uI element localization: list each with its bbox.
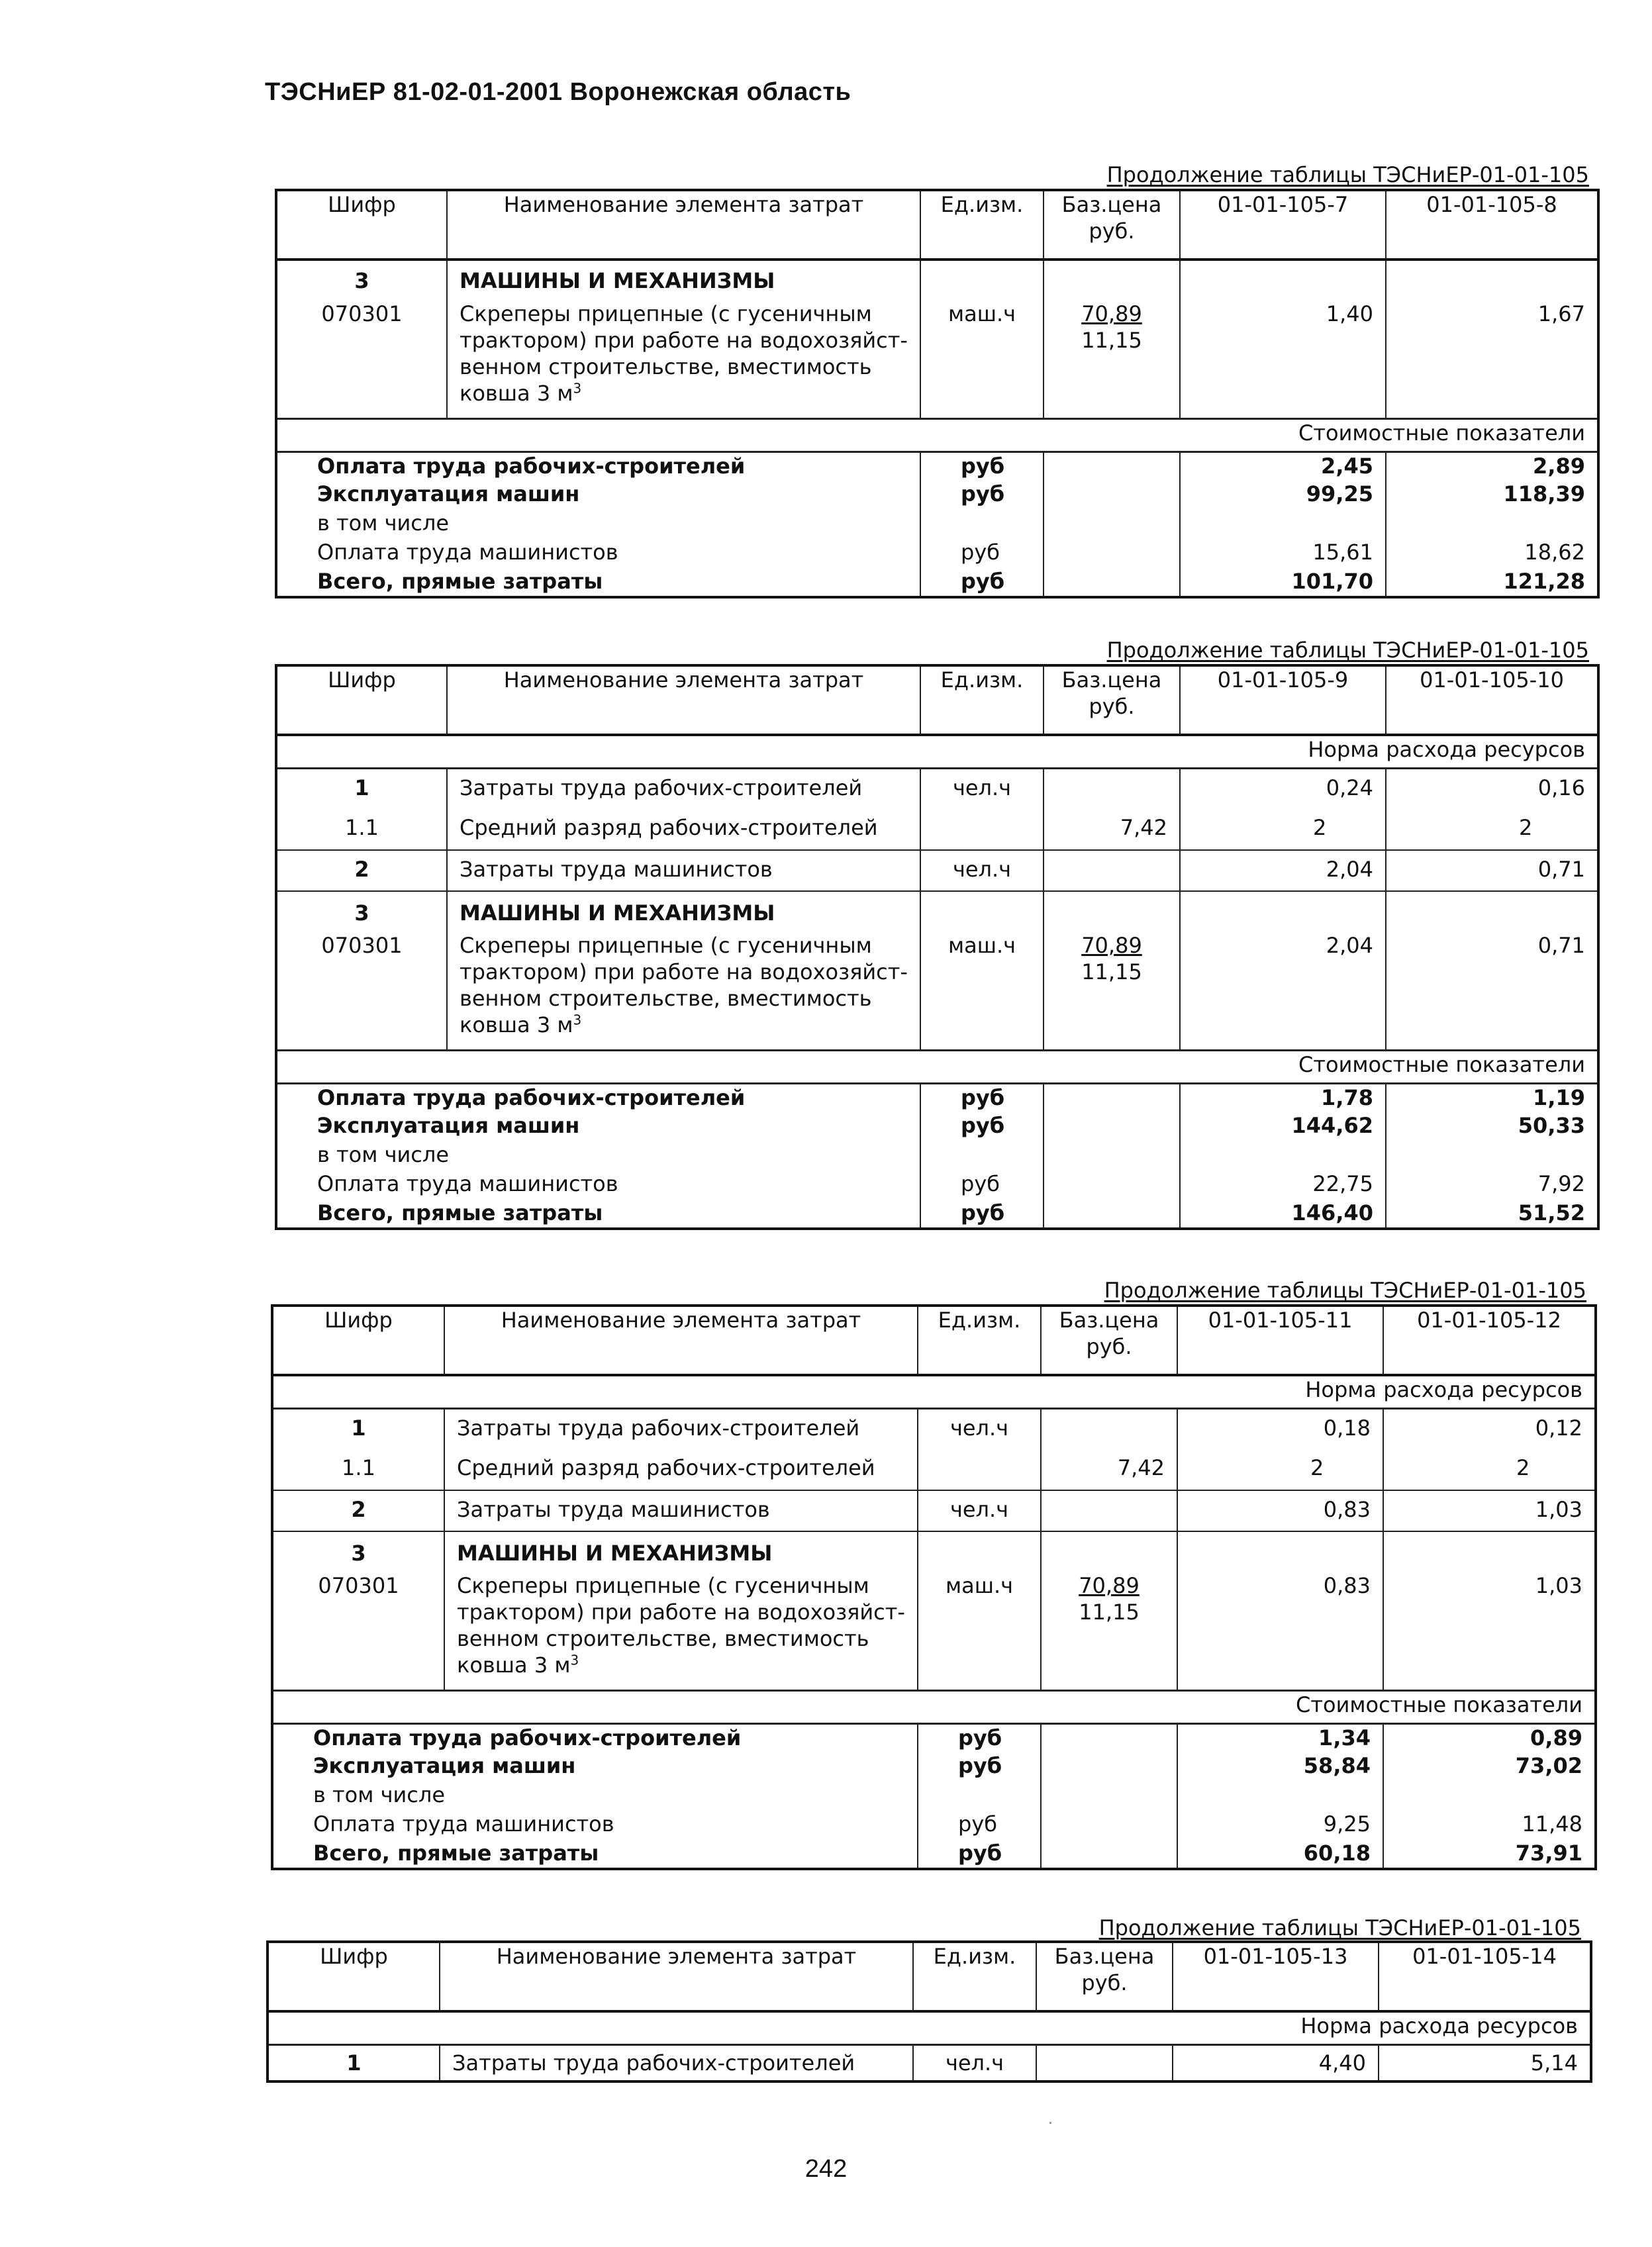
value-a: 4,40 <box>1173 2044 1379 2081</box>
page-number: 242 <box>804 2155 848 2183</box>
table-caption: Продолжение таблицы ТЭСНиЕР-01-01-105 <box>1098 1915 1581 1940</box>
unit: руб <box>920 1083 1044 1112</box>
value-a: 0,24 <box>1180 768 1386 809</box>
value-b: 2,89 <box>1386 452 1598 481</box>
value-b: 118,39 <box>1386 481 1598 510</box>
col-header-code: Шифр <box>276 665 447 735</box>
unit: руб <box>920 452 1044 481</box>
value-b: 1,67 <box>1386 301 1598 418</box>
col-header-a: 01-01-105-13 <box>1173 1942 1379 2011</box>
labor-pay-label: Оплата труда рабочих-строителей <box>317 453 746 479</box>
band-norm: Норма расхода ресурсов <box>267 2011 1591 2044</box>
value-b: 7,92 <box>1386 1171 1598 1200</box>
value-b: 2 <box>1386 809 1598 850</box>
base-price: 7,42 <box>1041 1449 1177 1490</box>
value-a: 101,70 <box>1180 568 1386 597</box>
col-header-a: 01-01-105-7 <box>1180 190 1386 260</box>
unit: маш.ч <box>920 932 1044 1050</box>
unit: чел.ч <box>918 1408 1041 1449</box>
value-a: 1,78 <box>1180 1083 1386 1112</box>
band-norm: Норма расхода ресурсов <box>276 735 1598 768</box>
value-b: 1,03 <box>1383 1490 1596 1531</box>
unit: чел.ч <box>920 768 1044 809</box>
col-header-base-price: Баз.цена руб. <box>1044 665 1180 735</box>
col-header-unit: Ед.изм. <box>913 1942 1036 2011</box>
value-a: 60,18 <box>1177 1840 1383 1869</box>
base-price: 70,89 11,15 <box>1041 1572 1177 1690</box>
section-title: МАШИНЫ И МЕХАНИЗМЫ <box>447 891 920 932</box>
unit: руб <box>920 568 1044 597</box>
section-title: МАШИНЫ И МЕХАНИЗМЫ <box>444 1531 918 1572</box>
resource-name: Скреперы прицепные (с гусеничным трактором) при работе на водохозяйст- венном строительстве, вместимость ковша 3 $м^3$ <box>447 301 920 418</box>
resource-name: Затраты труда машинистов <box>444 1490 918 1531</box>
unit: чел.ч <box>913 2044 1036 2081</box>
value-a: 2,04 <box>1180 850 1386 891</box>
resource-name: Затраты труда рабочих-строителей <box>444 1408 918 1449</box>
incl-label: в том числе <box>317 1142 449 1167</box>
labor-pay-label: Оплата труда рабочих-строителей <box>313 1725 742 1750</box>
value-b: 0,12 <box>1383 1408 1596 1449</box>
value-a: 99,25 <box>1180 481 1386 510</box>
value-b: 0,71 <box>1386 932 1598 1050</box>
machine-op-label: Эксплуатация машин <box>313 1753 576 1778</box>
resource-name: Затраты труда машинистов <box>447 850 920 891</box>
unit: руб <box>918 1811 1041 1840</box>
value-b: 1,03 <box>1383 1572 1596 1690</box>
value-b: 11,48 <box>1383 1811 1596 1840</box>
unit: руб <box>920 1171 1044 1200</box>
row-code: 2 <box>276 850 447 891</box>
value-b: 5,14 <box>1379 2044 1591 2081</box>
unit: маш.ч <box>920 301 1044 418</box>
value-a: 2 <box>1177 1449 1383 1490</box>
col-header-base-price: Баз.цена руб. <box>1036 1942 1173 2011</box>
value-a: 0,18 <box>1177 1408 1383 1449</box>
value-b: 73,91 <box>1383 1840 1596 1869</box>
resource-name: Средний разряд рабочих-строителей <box>447 809 920 850</box>
labor-pay-label: Оплата труда рабочих-строителей <box>317 1084 746 1110</box>
row-code: 3 <box>276 891 447 932</box>
col-header-a: 01-01-105-9 <box>1180 665 1386 735</box>
row-code: 1 <box>267 2044 440 2081</box>
machine-op-label: Эксплуатация машин <box>317 1113 580 1138</box>
value-b: 0,89 <box>1383 1723 1596 1752</box>
row-code: 070301 <box>276 301 447 418</box>
band-cost: Стоимостные показатели <box>276 418 1598 452</box>
value-b: 50,33 <box>1386 1112 1598 1141</box>
operator-pay-label: Оплата труда машинистов <box>317 1171 618 1196</box>
band-cost: Стоимостные показатели <box>276 1050 1598 1083</box>
col-header-base-price: Баз.цена руб. <box>1044 190 1180 260</box>
value-a: 58,84 <box>1177 1752 1383 1782</box>
base-price: 70,89 11,15 <box>1044 932 1180 1050</box>
row-code: 2 <box>272 1490 444 1531</box>
value-a: 0,83 <box>1177 1572 1383 1690</box>
total-label: Всего, прямые затраты <box>313 1841 599 1866</box>
value-a: 1,40 <box>1180 301 1386 418</box>
row-code: 1 <box>272 1408 444 1449</box>
row-code: 3 <box>276 260 447 301</box>
col-header-name: Наименование элемента затрат <box>440 1942 913 2011</box>
row-code: 1.1 <box>276 809 447 850</box>
norms-table-1 <box>275 189 1600 598</box>
col-header-b: 01-01-105-8 <box>1386 190 1598 260</box>
col-header-code: Шифр <box>276 190 447 260</box>
unit: руб <box>920 539 1044 568</box>
value-b: 1,19 <box>1386 1083 1598 1112</box>
norms-table-4 <box>266 1940 1592 2083</box>
machine-op-label: Эксплуатация машин <box>317 481 580 506</box>
row-code: 1 <box>276 768 447 809</box>
col-header-name: Наименование элемента затрат <box>444 1306 918 1375</box>
row-code: 070301 <box>272 1572 444 1690</box>
row-code: 070301 <box>276 932 447 1050</box>
value-a: 146,40 <box>1180 1200 1386 1229</box>
value-a: 0,83 <box>1177 1490 1383 1531</box>
col-header-b: 01-01-105-10 <box>1386 665 1598 735</box>
table-caption: Продолжение таблицы ТЭСНиЕР-01-01-105 <box>1106 638 1589 663</box>
total-label: Всего, прямые затраты <box>317 569 603 594</box>
value-b: 2 <box>1383 1449 1596 1490</box>
incl-label: в том числе <box>313 1782 445 1807</box>
value-b: 121,28 <box>1386 568 1598 597</box>
operator-pay-label: Оплата труда машинистов <box>317 540 618 565</box>
value-a: 144,62 <box>1180 1112 1386 1141</box>
unit: руб <box>918 1752 1041 1782</box>
unit: руб <box>920 1200 1044 1229</box>
value-a: 2,45 <box>1180 452 1386 481</box>
norms-table-2 <box>275 664 1600 1230</box>
col-header-name: Наименование элемента затрат <box>447 665 920 735</box>
unit: чел.ч <box>918 1490 1041 1531</box>
value-b: 18,62 <box>1386 539 1598 568</box>
band-norm: Норма расхода ресурсов <box>272 1375 1596 1408</box>
row-code: 3 <box>272 1531 444 1572</box>
value-a: 22,75 <box>1180 1171 1386 1200</box>
col-header-unit: Ед.изм. <box>920 190 1044 260</box>
col-header-code: Шифр <box>272 1306 444 1375</box>
page-title: ТЭСНиЕР 81-02-01-2001 Воронежская область <box>265 78 851 106</box>
resource-name: Затраты труда рабочих-строителей <box>440 2044 913 2081</box>
resource-name: Скреперы прицепные (с гусеничным трактором) при работе на водохозяйст- венном строительстве, вместимость ковша 3 $м^3$ <box>447 932 920 1050</box>
value-b: 0,71 <box>1386 850 1598 891</box>
resource-name: Скреперы прицепные (с гусеничным трактором) при работе на водохозяйст- венном строительстве, вместимость ковша 3 $м^3$ <box>444 1572 918 1690</box>
base-price: 7,42 <box>1044 809 1180 850</box>
norms-table-3 <box>271 1304 1597 1870</box>
col-header-unit: Ед.изм. <box>918 1306 1041 1375</box>
unit: маш.ч <box>918 1572 1041 1690</box>
operator-pay-label: Оплата труда машинистов <box>313 1811 614 1837</box>
unit: руб <box>918 1723 1041 1752</box>
value-a: 9,25 <box>1177 1811 1383 1840</box>
unit: руб <box>920 481 1044 510</box>
speck <box>1049 2122 1051 2124</box>
total-label: Всего, прямые затраты <box>317 1200 603 1225</box>
base-price: 70,89 11,15 <box>1044 301 1180 418</box>
section-title: МАШИНЫ И МЕХАНИЗМЫ <box>447 260 920 301</box>
col-header-b: 01-01-105-12 <box>1383 1306 1596 1375</box>
value-a: 15,61 <box>1180 539 1386 568</box>
band-cost: Стоимостные показатели <box>272 1690 1596 1723</box>
value-a: 1,34 <box>1177 1723 1383 1752</box>
col-header-name: Наименование элемента затрат <box>447 190 920 260</box>
col-header-unit: Ед.изм. <box>920 665 1044 735</box>
table-caption: Продолжение таблицы ТЭСНиЕР-01-01-105 <box>1106 162 1589 187</box>
incl-label: в том числе <box>317 510 449 536</box>
value-b: 51,52 <box>1386 1200 1598 1229</box>
value-b: 0,16 <box>1386 768 1598 809</box>
col-header-code: Шифр <box>267 1942 440 2011</box>
col-header-base-price: Баз.цена руб. <box>1041 1306 1177 1375</box>
resource-name: Средний разряд рабочих-строителей <box>444 1449 918 1490</box>
value-a: 2 <box>1180 809 1386 850</box>
value-b: 73,02 <box>1383 1752 1596 1782</box>
table-caption: Продолжение таблицы ТЭСНиЕР-01-01-105 <box>1104 1278 1586 1303</box>
unit: руб <box>920 1112 1044 1141</box>
unit: чел.ч <box>920 850 1044 891</box>
row-code: 1.1 <box>272 1449 444 1490</box>
col-header-a: 01-01-105-11 <box>1177 1306 1383 1375</box>
resource-name: Затраты труда рабочих-строителей <box>447 768 920 809</box>
col-header-b: 01-01-105-14 <box>1379 1942 1591 2011</box>
value-a: 2,04 <box>1180 932 1386 1050</box>
unit: руб <box>918 1840 1041 1869</box>
